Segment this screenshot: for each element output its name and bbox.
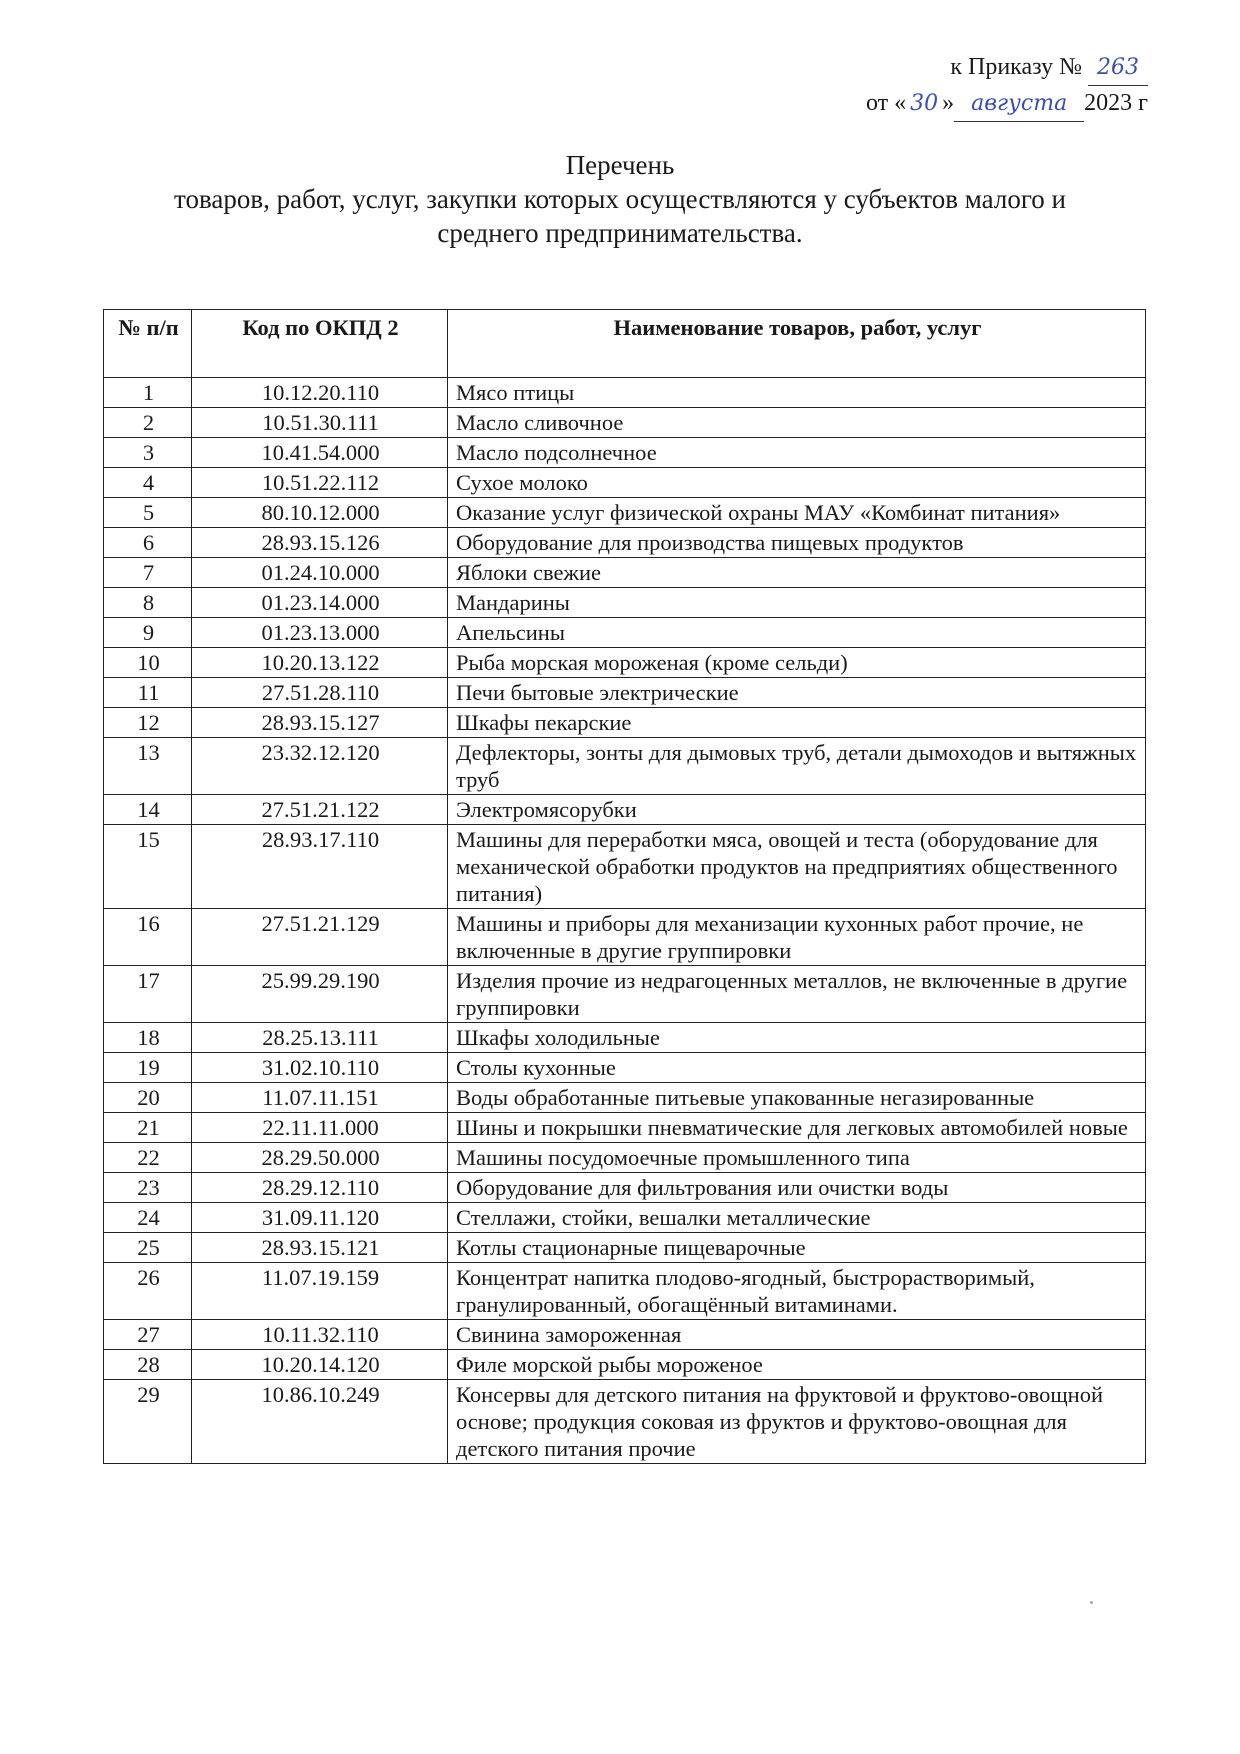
row-code: 28.93.15.121 bbox=[192, 1233, 448, 1263]
row-code: 10.41.54.000 bbox=[192, 438, 448, 468]
row-number: 13 bbox=[104, 738, 192, 795]
scan-speck bbox=[1090, 1601, 1093, 1604]
title-line-2: товаров, работ, услуг, закупки которых осуществляются у субъектов малого и bbox=[174, 184, 1066, 214]
row-code: 28.25.13.111 bbox=[192, 1023, 448, 1053]
header-num: № п/п bbox=[104, 310, 192, 378]
table-row bbox=[104, 378, 1146, 408]
quote-close: » bbox=[942, 90, 955, 116]
row-name: Стеллажи, стойки, вешалки металлические bbox=[448, 1203, 1146, 1233]
row-number: 16 bbox=[104, 909, 192, 966]
row-number: 21 bbox=[104, 1113, 192, 1143]
table-header-row bbox=[104, 310, 1146, 378]
row-code: 10.51.22.112 bbox=[192, 468, 448, 498]
row-number: 18 bbox=[104, 1023, 192, 1053]
row-name: Консервы для детского питания на фруктовой и фруктово-овощной основе; продукция соковая из фруктов и фруктово-овощная для детского питания прочие bbox=[448, 1380, 1146, 1464]
order-date-line bbox=[866, 86, 1148, 122]
row-name: Машины для переработки мяса, овощей и теста (оборудование для механической обработки продуктов на предприятиях общественного питания) bbox=[448, 825, 1146, 909]
row-number: 20 bbox=[104, 1083, 192, 1113]
row-name: Столы кухонные bbox=[448, 1053, 1146, 1083]
row-code: 11.07.19.159 bbox=[192, 1263, 448, 1320]
table-row bbox=[104, 588, 1146, 618]
document-title bbox=[110, 148, 1130, 250]
row-code: 11.07.11.151 bbox=[192, 1083, 448, 1113]
table-row bbox=[104, 1083, 1146, 1113]
row-code: 31.02.10.110 bbox=[192, 1053, 448, 1083]
row-name: Электромясорубки bbox=[448, 795, 1146, 825]
order-reference bbox=[866, 50, 1148, 122]
row-code: 10.20.13.122 bbox=[192, 648, 448, 678]
table-row bbox=[104, 1203, 1146, 1233]
table-row bbox=[104, 1233, 1146, 1263]
table-row bbox=[104, 1023, 1146, 1053]
row-name: Оборудование для производства пищевых продуктов bbox=[448, 528, 1146, 558]
table-row bbox=[104, 1113, 1146, 1143]
row-number: 5 bbox=[104, 498, 192, 528]
row-code: 10.12.20.110 bbox=[192, 378, 448, 408]
row-name: Оборудование для фильтрования или очистки воды bbox=[448, 1173, 1146, 1203]
order-line bbox=[866, 50, 1148, 86]
row-name: Котлы стационарные пищеварочные bbox=[448, 1233, 1146, 1263]
row-code: 28.29.12.110 bbox=[192, 1173, 448, 1203]
quote-open: « bbox=[894, 90, 907, 116]
header-code: Код по ОКПД 2 bbox=[192, 310, 448, 378]
row-name: Свинина замороженная bbox=[448, 1320, 1146, 1350]
row-code: 10.20.14.120 bbox=[192, 1350, 448, 1380]
order-number: 263 bbox=[1088, 51, 1148, 86]
table-row bbox=[104, 1320, 1146, 1350]
row-number: 1 bbox=[104, 378, 192, 408]
table-row bbox=[104, 708, 1146, 738]
table-row bbox=[104, 558, 1146, 588]
row-number: 26 bbox=[104, 1263, 192, 1320]
row-number: 12 bbox=[104, 708, 192, 738]
row-code: 28.93.17.110 bbox=[192, 825, 448, 909]
row-number: 9 bbox=[104, 618, 192, 648]
row-name: Оказание услуг физической охраны МАУ «Комбинат питания» bbox=[448, 498, 1146, 528]
table-row bbox=[104, 648, 1146, 678]
row-code: 23.32.12.120 bbox=[192, 738, 448, 795]
table-row bbox=[104, 678, 1146, 708]
row-name: Машины посудомоечные промышленного типа bbox=[448, 1143, 1146, 1173]
row-code: 27.51.28.110 bbox=[192, 678, 448, 708]
row-code: 10.86.10.249 bbox=[192, 1380, 448, 1464]
row-name: Концентрат напитка плодово-ягодный, быстрорастворимый, гранулированный, обогащённый витаминами. bbox=[448, 1263, 1146, 1320]
row-number: 3 bbox=[104, 438, 192, 468]
table-row bbox=[104, 966, 1146, 1023]
row-name: Изделия прочие из недрагоценных металлов, не включенные в другие группировки bbox=[448, 966, 1146, 1023]
table-row bbox=[104, 1173, 1146, 1203]
row-name: Апельсины bbox=[448, 618, 1146, 648]
row-number: 4 bbox=[104, 468, 192, 498]
table-row bbox=[104, 498, 1146, 528]
table-row bbox=[104, 438, 1146, 468]
row-name: Мясо птицы bbox=[448, 378, 1146, 408]
table-row bbox=[104, 468, 1146, 498]
row-name: Масло сливочное bbox=[448, 408, 1146, 438]
row-code: 01.24.10.000 bbox=[192, 558, 448, 588]
table-row bbox=[104, 1053, 1146, 1083]
procurement-table bbox=[103, 309, 1146, 1464]
row-code: 80.10.12.000 bbox=[192, 498, 448, 528]
row-name: Сухое молоко bbox=[448, 468, 1146, 498]
header-name: Наименование товаров, работ, услуг bbox=[448, 310, 1146, 378]
row-name: Яблоки свежие bbox=[448, 558, 1146, 588]
row-name: Дефлекторы, зонты для дымовых труб, детали дымоходов и вытяжных труб bbox=[448, 738, 1146, 795]
row-code: 25.99.29.190 bbox=[192, 966, 448, 1023]
row-number: 7 bbox=[104, 558, 192, 588]
table-row bbox=[104, 825, 1146, 909]
row-number: 23 bbox=[104, 1173, 192, 1203]
row-name: Воды обработанные питьевые упакованные негазированные bbox=[448, 1083, 1146, 1113]
row-name: Шкафы пекарские bbox=[448, 708, 1146, 738]
order-prefix: к Приказу № bbox=[950, 54, 1082, 80]
table-row bbox=[104, 1350, 1146, 1380]
row-name: Рыба морская мороженая (кроме сельди) bbox=[448, 648, 1146, 678]
row-number: 8 bbox=[104, 588, 192, 618]
row-number: 22 bbox=[104, 1143, 192, 1173]
order-month: августа bbox=[954, 87, 1084, 122]
row-code: 01.23.14.000 bbox=[192, 588, 448, 618]
row-name: Шины и покрышки пневматические для легковых автомобилей новые bbox=[448, 1113, 1146, 1143]
table-row bbox=[104, 1143, 1146, 1173]
row-number: 27 bbox=[104, 1320, 192, 1350]
row-name: Филе морской рыбы мороженое bbox=[448, 1350, 1146, 1380]
row-number: 29 bbox=[104, 1380, 192, 1464]
table-row bbox=[104, 909, 1146, 966]
row-number: 15 bbox=[104, 825, 192, 909]
row-code: 01.23.13.000 bbox=[192, 618, 448, 648]
row-number: 25 bbox=[104, 1233, 192, 1263]
date-prefix: от bbox=[865, 90, 889, 116]
row-number: 17 bbox=[104, 966, 192, 1023]
row-name: Шкафы холодильные bbox=[448, 1023, 1146, 1053]
table-row bbox=[104, 795, 1146, 825]
row-name: Печи бытовые электрические bbox=[448, 678, 1146, 708]
row-code: 28.93.15.126 bbox=[192, 528, 448, 558]
table-body bbox=[104, 378, 1146, 1464]
row-number: 24 bbox=[104, 1203, 192, 1233]
row-number: 6 bbox=[104, 528, 192, 558]
order-year: 2023 г bbox=[1084, 90, 1148, 116]
row-code: 28.29.50.000 bbox=[192, 1143, 448, 1173]
table-row bbox=[104, 1263, 1146, 1320]
table-row bbox=[104, 528, 1146, 558]
row-number: 28 bbox=[104, 1350, 192, 1380]
row-code: 27.51.21.129 bbox=[192, 909, 448, 966]
row-number: 11 bbox=[104, 678, 192, 708]
row-name: Мандарины bbox=[448, 588, 1146, 618]
row-number: 19 bbox=[104, 1053, 192, 1083]
order-day: 30 bbox=[910, 91, 939, 116]
title-line-3: среднего предпринимательства. bbox=[437, 218, 803, 248]
row-number: 14 bbox=[104, 795, 192, 825]
row-code: 22.11.11.000 bbox=[192, 1113, 448, 1143]
table-row bbox=[104, 738, 1146, 795]
row-code: 10.11.32.110 bbox=[192, 1320, 448, 1350]
table-row bbox=[104, 1380, 1146, 1464]
row-code: 28.93.15.127 bbox=[192, 708, 448, 738]
row-name: Масло подсолнечное bbox=[448, 438, 1146, 468]
row-code: 27.51.21.122 bbox=[192, 795, 448, 825]
row-number: 2 bbox=[104, 408, 192, 438]
table-row bbox=[104, 618, 1146, 648]
row-code: 10.51.30.111 bbox=[192, 408, 448, 438]
table-row bbox=[104, 408, 1146, 438]
row-name: Машины и приборы для механизации кухонных работ прочие, не включенные в другие группировки bbox=[448, 909, 1146, 966]
row-code: 31.09.11.120 bbox=[192, 1203, 448, 1233]
row-number: 10 bbox=[104, 648, 192, 678]
title-line-1: Перечень bbox=[565, 150, 675, 180]
